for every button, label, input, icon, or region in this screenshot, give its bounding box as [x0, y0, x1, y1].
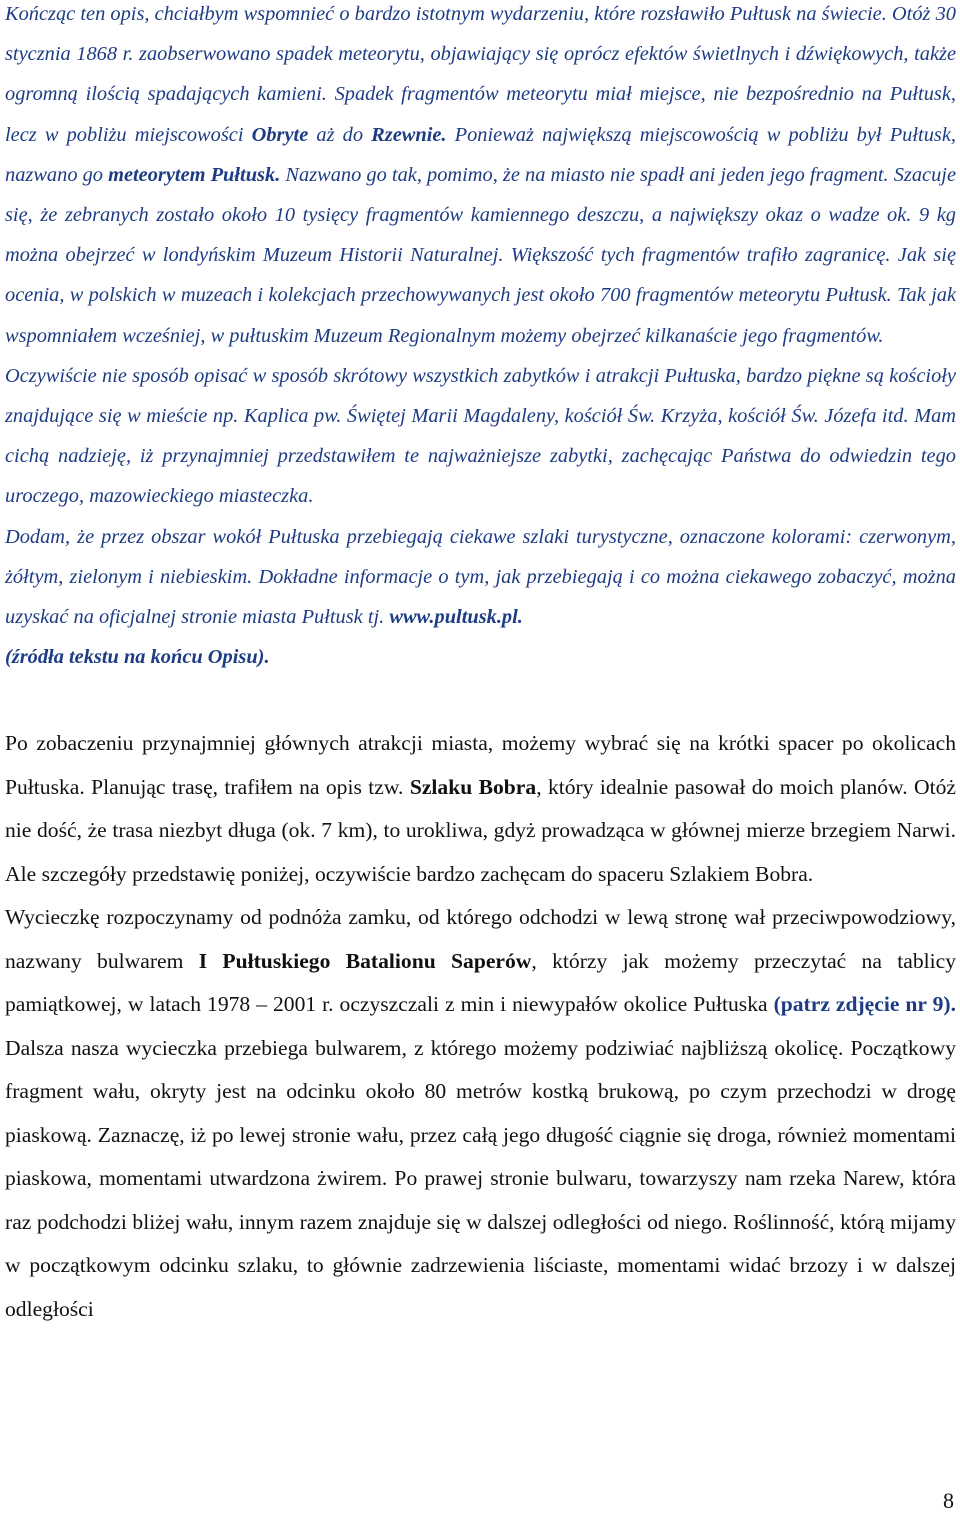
text-run: Dalsza nasza wycieczka przebiega bulwarem, z którego możemy podziwiać najbliższą okolicę. Początkowy fragment wału, okryty jest na odcinku około 80 metrów kostką brukową, po czym przechodzi w drogę piaskową. Zaznaczę, iż po lewej stronie wału, przez całą jego długość ciągnie się droga, również momentami piaskowa, momentami utwardzona żwirem. Po prawej stronie bulwaru, towarzyszy nam rzeka Narew, która raz podchodzi bliżej wału, innym razem znajduje się w dalszej odległości od niego. Roślinność, którą mijamy w początkowym odcinku szlaku, to głównie zadrzewienia liściaste, momentami widać brzozy i w dalszej odległości [5, 1035, 956, 1321]
text-run: Wycieczkę rozpoczynamy od podnóża zamku, od którego odchodzi w lewą stronę wał przeciwpowodziowy, nazwany bulwarem [5, 905, 956, 973]
walk-intro-paragraph [5, 722, 956, 896]
text-run: Nazwano go tak, pomimo, że na miasto nie spadł ani jeden jego fragment. Szacuje się, że zebranych zostało około 10 tysięcy fragmentów kamiennego deszczu, a największy okaz o wadze ok. 9 kg można obejrzeć w londyńskim Muzeum Historii Naturalnej. Większość tych fragmentów trafiło zagranicę. Jak się ocenia, w polskich w muzeach i kolekcjach przechowywanych jest około 700 fragmentów meteorytu Pułtusk. Tak jak wspomniałem wcześniej, w pułtuskim Muzeum Regionalnym możemy obejrzeć kilkanaście jego fragmentów. [5, 163, 956, 347]
monuments-paragraph: Oczywiście nie sposób opisać w sposób skrótowy wszystkich zabytków i atrakcji Pułtuska, bardzo piękne są kościoły znajdujące się w mieście np. Kaplica pw. Świętej Marii Magdaleny, kościół Św. Krzyża, kościół Św. Józefa itd. Mam cichą nadzieję, iż przynajmniej przedstawiłem te najważniejsze zabytki, zachęcając Państwa do odwiedzin tego uroczego, mazowieckiego miasteczka. [5, 364, 956, 508]
trail-name: Szlaku Bobra [409, 774, 537, 799]
text-run: Kończąc ten opis, chciałbym wspomnieć o bardzo istotnym wydarzeniu, które rozsławiło Pułtusk na świecie. Otóż 30 stycznia 1868 r. zaobserwowano spadek meteorytu, objawiający się oprócz efektów świetlnych i dźwiękowych, także ogromną ilością spadających kamieni. Spadek fragmentów meteorytu miał miejsce, nie bezpośrednio na Pułtusk, lecz w pobliżu miejscowości [5, 3, 956, 146]
text-run: Po zobaczeniu przynajmniej głównych atrakcji miasta, możemy wybrać się na krótki spacer po okolicach Pułtuska. Planując trasę, trafiłem na opis tzw. [5, 731, 956, 799]
meteorite-paragraph [5, 0, 956, 356]
website-link: www.pultusk.pl. [389, 606, 523, 629]
text-run: Dodam, że przez obszar wokół Pułtuska przebiegają ciekawe szlaki turystyczne, oznaczone kolorami: czerwonym, żółtym, zielonym i niebieskim. Dokładne informacje o tym, jak przebiegają i co można ciekawego zobaczyć, można uzyskać na oficjalnej stronie miasta Pułtusk tj. [5, 525, 956, 629]
page-number: 8 [943, 1488, 954, 1513]
section-spacer [5, 677, 956, 722]
trails-paragraph [5, 517, 956, 678]
text-run: , który idealnie pasował do moich planów. Otóż nie dość, że trasa niezbyt długa (ok. 7 km), to urokliwa, gdyż prowadząca w głównej mierze brzegiem Narwi. Ale szczegóły przedstawię poniżej, oczywiście bardzo zachęcam do spaceru Szlakiem Bobra. [5, 774, 956, 886]
sources-note: (źródła tekstu na końcu Opisu). [5, 646, 270, 669]
trip-description-paragraph [5, 896, 956, 1331]
place-rzewnie: Rzewnie. [371, 123, 447, 146]
place-obryte: Obryte [251, 123, 309, 146]
meteorite-name: meteorytem Pułtusk. [108, 163, 281, 186]
battalion-name: I Pułtuskiego Batalionu Saperów [198, 948, 532, 973]
text-run: aż do [308, 123, 372, 146]
text-run: , którzy jak możemy przeczytać na tablicy pamiątkowej, w latach 1978 – 2001 r. oczyszczali z min i niewypałów okolice Pułtuska [5, 948, 956, 1017]
photo-reference: (patrz zdjęcie nr 9). [773, 992, 956, 1017]
text-run: Ponieważ największą miejscowością w pobliżu był Pułtusk, nazwano go [5, 123, 956, 186]
